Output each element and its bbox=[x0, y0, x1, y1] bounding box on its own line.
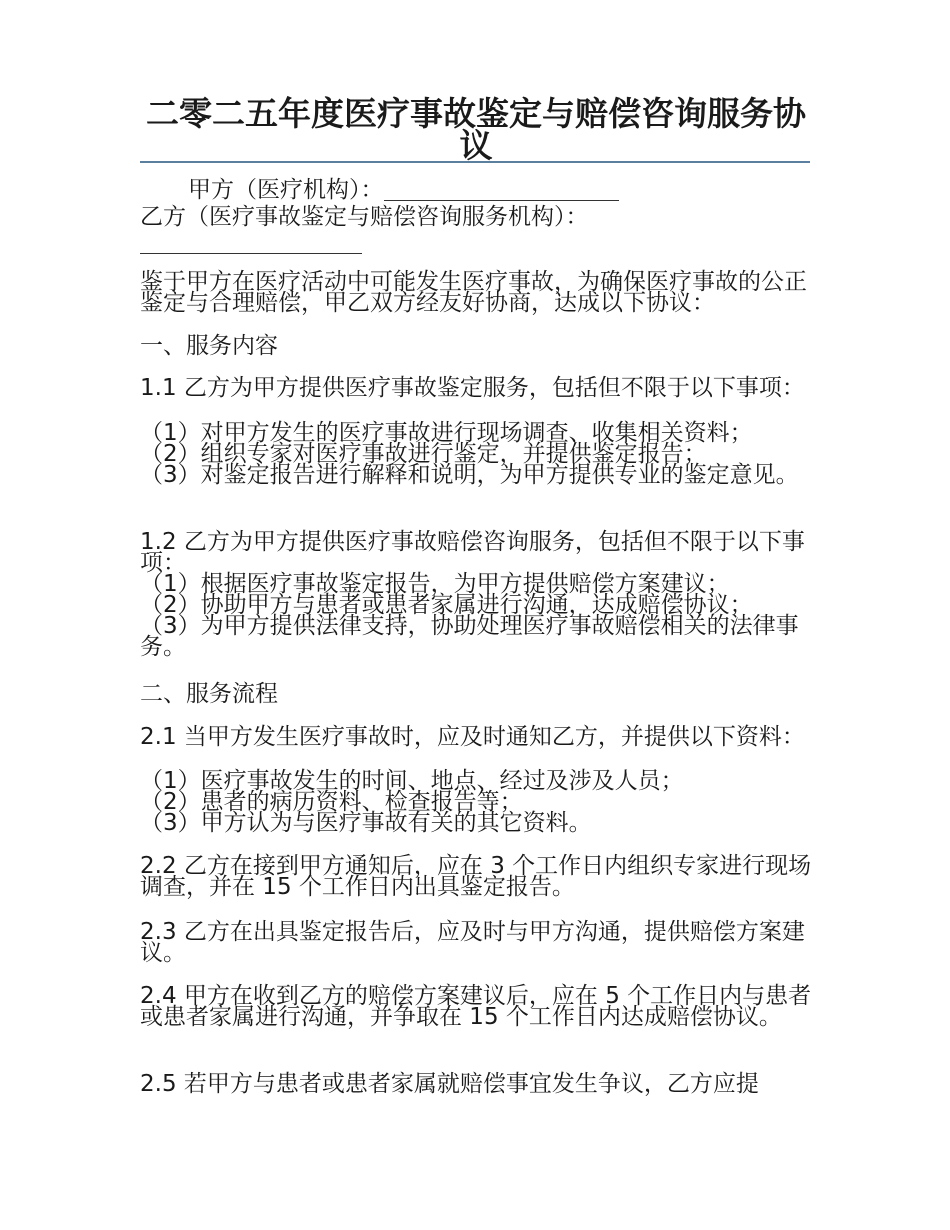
party-a-label: 甲方（医疗机构）： bbox=[188, 177, 384, 203]
clause-2-1-item-2: （2）患者的病历资料、检查报告等； bbox=[140, 789, 523, 815]
clause-1-1-item-2: （2）组织专家对医疗事故进行鉴定，并提供鉴定报告； bbox=[140, 441, 707, 467]
clause-2-1-item-3: （3）甲方认为与医疗事故有关的其它资料。 bbox=[140, 810, 592, 836]
clause-2-3: 2.3 乙方在出具鉴定报告后，应及时与甲方沟通，提供赔偿方案建议。 bbox=[140, 919, 805, 966]
party-b-label: 乙方（医疗事故鉴定与赔偿咨询服务机构）： bbox=[140, 204, 589, 230]
section-1-heading: 一、服务内容 bbox=[140, 333, 278, 359]
clause-1-2-item-3: （3）为甲方提供法律支持，协助处理医疗事故赔偿相关的法律事务。 bbox=[140, 613, 799, 660]
title-divider bbox=[140, 161, 810, 163]
clause-1-2-item-1: （1）根据医疗事故鉴定报告，为甲方提供赔偿方案建议； bbox=[140, 571, 730, 597]
clause-1-1-intro: 1.1 乙方为甲方提供医疗事故鉴定服务，包括但不限于以下事项： bbox=[140, 375, 805, 401]
clause-2-5: 2.5 若甲方与患者或患者家属就赔偿事宜发生争议，乙方应提 bbox=[140, 1071, 759, 1097]
party-b-blank bbox=[140, 253, 362, 254]
clause-2-1-intro: 2.1 当甲方发生医疗事故时，应及时通知乙方，并提供以下资料： bbox=[140, 724, 805, 750]
party-a-line bbox=[140, 177, 812, 203]
clause-1-2-item-2: （2）协助甲方与患者或患者家属进行沟通，达成赔偿协议； bbox=[140, 592, 753, 618]
clause-1-1-item-1: （1）对甲方发生的医疗事故进行现场调查、收集相关资料； bbox=[140, 420, 753, 446]
party-a-blank bbox=[384, 200, 619, 201]
section-2-heading: 二、服务流程 bbox=[140, 681, 278, 707]
document-title: 二零二五年度医疗事故鉴定与赔偿咨询服务协议 bbox=[146, 94, 806, 165]
clause-2-4: 2.4 甲方在收到乙方的赔偿方案建议后，应在 5 个工作日内与患者或患者家属进行沟通，并争取在 15 个工作日内达成赔偿协议。 bbox=[140, 983, 812, 1030]
clause-2-2: 2.2 乙方在接到甲方通知后，应在 3 个工作日内组织专家进行现场调查，并在 15 个工作日内出具鉴定报告。 bbox=[140, 853, 812, 900]
clause-2-1-item-1: （1）医疗事故发生的时间、地点、经过及涉及人员； bbox=[140, 768, 684, 794]
preamble: 鉴于甲方在医疗活动中可能发生医疗事故，为确保医疗事故的公正鉴定与合理赔偿，甲乙双方经友好协商，达成以下协议： bbox=[140, 269, 807, 316]
clause-1-1-item-3: （3）对鉴定报告进行解释和说明，为甲方提供专业的鉴定意见。 bbox=[140, 462, 799, 488]
clause-1-2-intro: 1.2 乙方为甲方提供医疗事故赔偿咨询服务，包括但不限于以下事项： bbox=[140, 529, 805, 576]
